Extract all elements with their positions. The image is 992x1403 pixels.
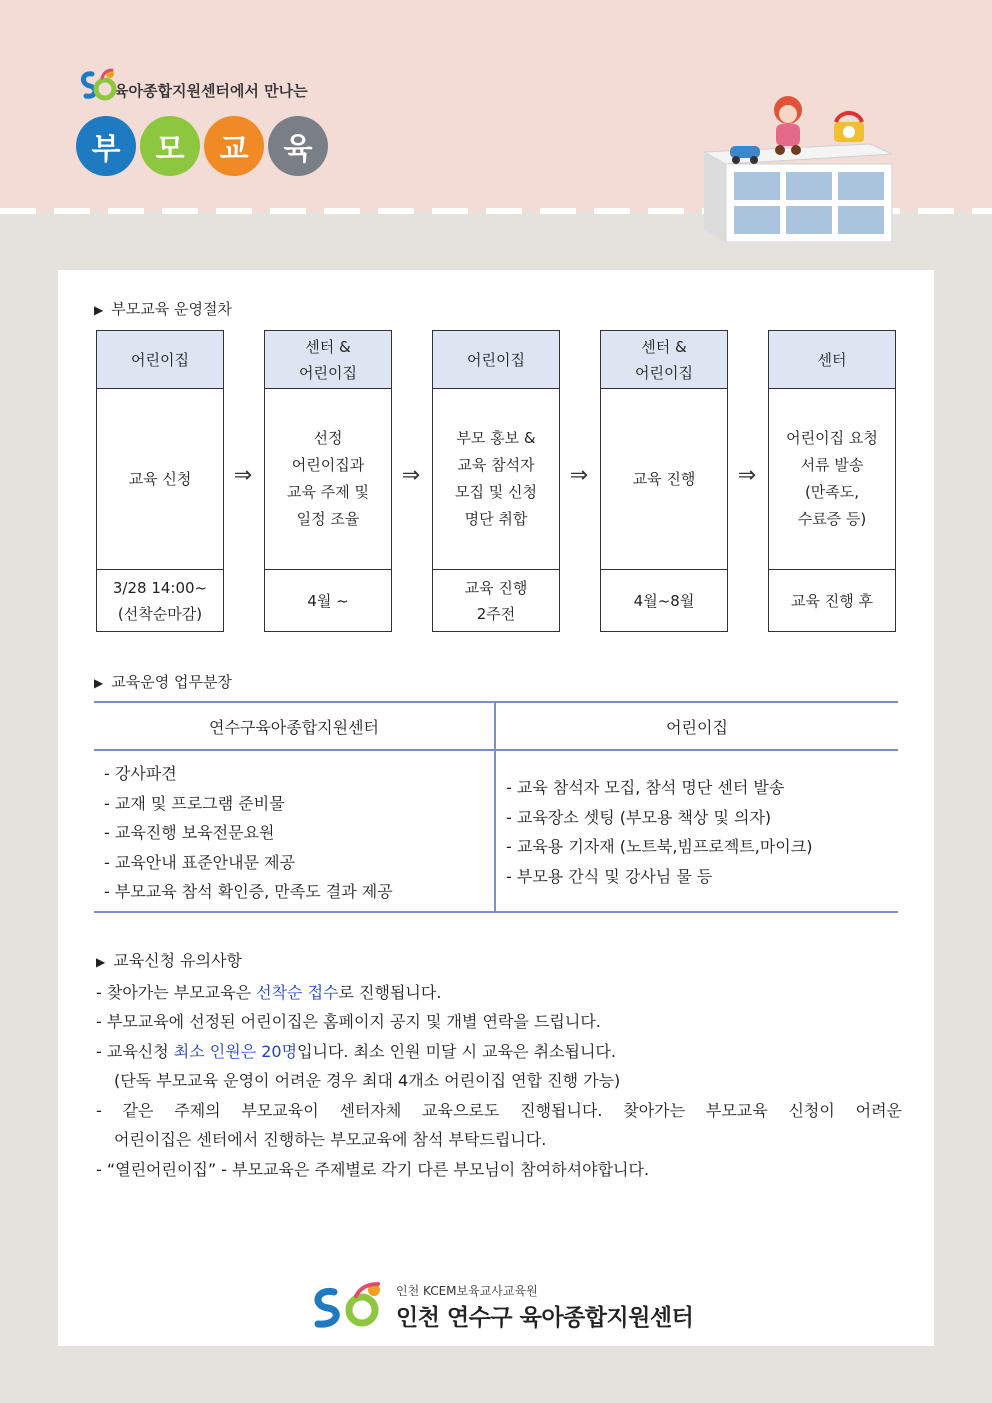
note-text: 로 진행됩니다. — [338, 982, 442, 1002]
list-item: - 교육장소 셋팅 (부모용 책상 및 의자) — [506, 807, 772, 827]
note-text: - 교육신청 — [96, 1041, 174, 1061]
step-task: 어린이집 요청 서류 발송 (만족도, 수료증 등) — [769, 389, 895, 570]
step-who: 어린이집 — [97, 331, 223, 389]
procedure-step-3 — [432, 330, 560, 632]
triangle-bullet-icon: ▶ — [94, 303, 104, 317]
step-task: 부모 홍보 & 교육 참석자 모집 및 신청 명단 취합 — [433, 389, 559, 570]
triangle-bullet-icon: ▶ — [96, 955, 106, 969]
header-title — [76, 116, 328, 176]
procedure-section-title — [94, 298, 232, 319]
note-line-3 — [96, 1037, 902, 1067]
procedure-title-text: 부모교육 운영절차 — [111, 300, 232, 318]
notes-title-text: 교육신청 유의사항 — [113, 951, 242, 970]
list-item: - 교재 및 프로그램 준비물 — [104, 793, 285, 813]
footer-org-big: 인천 연수구 육아종합지원센터 — [396, 1305, 694, 1331]
step-task: 교육 신청 — [97, 389, 223, 570]
sc-logo-icon — [78, 64, 118, 104]
sc-logo-icon — [306, 1280, 390, 1334]
notes-title — [96, 946, 902, 978]
duties-center-header: 연수구육아종합지원센터 — [94, 703, 494, 751]
step-who: 센터 & 어린이집 — [601, 331, 727, 389]
list-item: - 부모교육 참석 확인증, 만족도 결과 제공 — [104, 882, 393, 901]
title-char-3: 교 — [204, 116, 264, 176]
note-highlight: 최소 인원은 20명 — [173, 1041, 298, 1061]
note-line-5a: - 같은 주제의 부모교육이 센터자체 교육으로도 진행됩니다. 찾아가는 부모교육 신청이 어려운 — [96, 1100, 902, 1120]
duties-title-text: 교육운영 업무분장 — [111, 673, 232, 691]
duties-daycare-header: 어린이집 — [496, 703, 898, 751]
list-item: - 부모용 간식 및 강사님 물 등 — [506, 866, 713, 886]
procedure-step-5 — [768, 330, 896, 632]
double-arrow-icon: ⇒ — [401, 463, 421, 488]
title-char-1: 부 — [76, 116, 136, 176]
step-who: 센터 & 어린이집 — [265, 331, 391, 389]
title-char-2: 모 — [140, 116, 200, 176]
double-arrow-icon: ⇒ — [233, 463, 253, 488]
note-line-6: - “열린어린이집” - 부모교육은 주제별로 각기 다른 부모님이 참여하셔야합니다. — [96, 1159, 650, 1179]
step-when: 3/28 14:00~ (선착순마감) — [112, 578, 208, 623]
step-task: 교육 진행 — [601, 389, 727, 570]
step-who: 어린이집 — [433, 331, 559, 389]
toy-shelf-with-doll-illustration — [700, 92, 896, 242]
content-card — [58, 270, 934, 1346]
header-logo-row — [78, 64, 308, 104]
procedure-step-4 — [600, 330, 728, 632]
duties-table — [94, 701, 898, 913]
list-item: - 교육 참석자 모집, 참석 명단 센터 발송 — [506, 778, 785, 797]
double-arrow-icon: ⇒ — [737, 463, 757, 488]
duties-section-title — [94, 671, 232, 692]
list-item: - 강사파견 — [104, 764, 177, 783]
note-text: - 찾아가는 부모교육은 — [96, 982, 257, 1002]
header-subtitle: 육아종합지원센터에서 만나는 — [114, 81, 308, 100]
footer-org-text — [396, 1282, 693, 1332]
procedure-step-2 — [264, 330, 392, 632]
footer-org-small: 인천 KCEM보육교사교육원 — [396, 1284, 538, 1298]
note-text: 입니다. 최소 인원 미달 시 교육은 취소됩니다. — [297, 1041, 616, 1061]
duties-column-divider — [494, 703, 496, 911]
step-who: 센터 — [769, 331, 895, 389]
note-highlight: 선착순 접수 — [256, 982, 339, 1002]
list-item: - 교육안내 표준안내문 제공 — [104, 852, 296, 872]
duties-daycare-list — [506, 773, 812, 891]
note-line-4: (단독 부모교육 운영이 어려운 경우 최대 4개소 어린이집 연합 진행 가능) — [114, 1071, 621, 1090]
double-arrow-icon: ⇒ — [569, 463, 589, 488]
title-char-4: 육 — [268, 116, 328, 176]
step-task: 선정 어린이집과 교육 주제 및 일정 조율 — [265, 389, 391, 570]
step-when: 4월 ~ — [307, 591, 349, 610]
step-when: 교육 진행 2주전 — [464, 578, 528, 623]
duties-center-list — [104, 759, 393, 907]
note-line-2: - 부모교육에 선정된 어린이집은 홈페이지 공지 및 개별 연락을 드립니다. — [96, 1012, 601, 1031]
note-line-5b: 어린이집은 센터에서 진행하는 부모교육에 참석 부탁드립니다. — [114, 1130, 547, 1149]
list-item: - 교육용 기자재 (노트북,빔프로젝트,마이크) — [506, 837, 813, 856]
footer-org — [306, 1280, 693, 1334]
procedure-step-1 — [96, 330, 224, 632]
note-line-1 — [96, 978, 902, 1008]
step-when: 교육 진행 후 — [791, 591, 873, 610]
step-when: 4월~8월 — [633, 591, 695, 610]
triangle-bullet-icon: ▶ — [94, 676, 104, 690]
list-item: - 교육진행 보육전문요원 — [104, 823, 275, 842]
notes-section — [96, 946, 902, 1184]
